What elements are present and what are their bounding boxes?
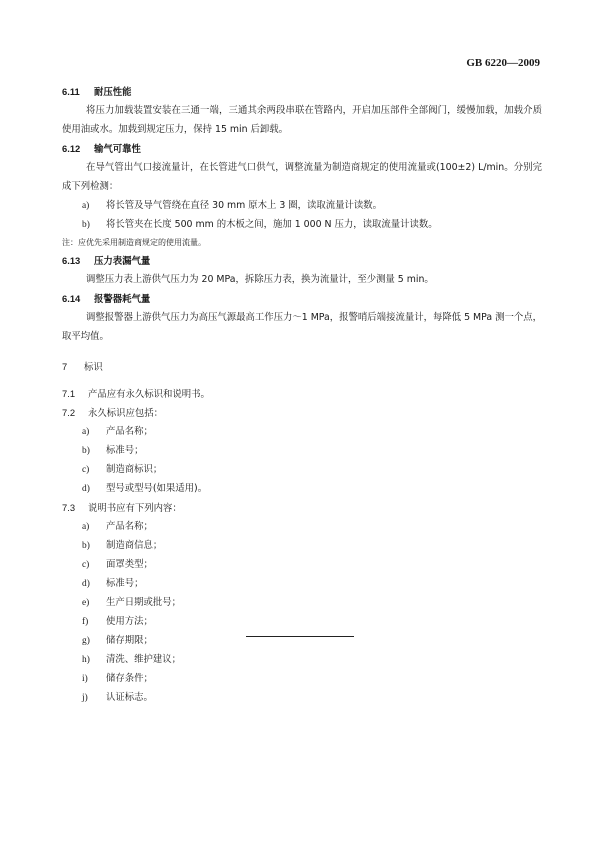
list-item-text: 将长管夹在长度 500 mm 的木板之间，施加 1 000 N 压力，读取流量计读数。: [106, 219, 438, 230]
list-item-label: e): [82, 598, 90, 608]
list-item: [62, 479, 542, 498]
list-item-label: b): [82, 446, 90, 456]
standard-number: GB 6220—2009: [466, 57, 540, 69]
list-item-label: d): [82, 484, 90, 494]
list-item-label: a): [82, 522, 90, 532]
list-item-text: 储存条件；: [106, 673, 153, 684]
clause: [62, 403, 542, 422]
list-item-label: c): [82, 465, 90, 475]
list-item-label: g): [82, 636, 90, 646]
list-item-text: 型号或型号(如果适用)。: [106, 483, 208, 494]
list-item-label: c): [82, 560, 90, 570]
list-item-text: 标准号；: [106, 445, 144, 456]
clause-text: 产品应有永久标识和说明书。: [88, 389, 210, 400]
list-item-label: i): [82, 674, 88, 684]
section-number: 6.13: [62, 255, 81, 266]
end-of-document-rule: [246, 636, 354, 637]
list-item-label: f): [82, 617, 89, 627]
list-item-text: 认证标志。: [106, 692, 153, 703]
list-item: [62, 460, 542, 479]
list-item: [62, 215, 542, 234]
section-heading: [62, 82, 542, 101]
list-item-label: b): [82, 220, 90, 230]
list-item: [62, 422, 542, 441]
list-item: [62, 612, 542, 631]
section-number: 6.11: [62, 86, 80, 97]
section-title: 压力表漏气量: [94, 256, 151, 267]
list-item-text: 清洗、维护建议；: [106, 654, 182, 665]
list-item-text: 使用方法；: [106, 616, 153, 627]
list-item: [62, 593, 542, 612]
list-item-text: 将长管及导气管绕在直径 30 mm 原木上 3 圈，读取流量计读数。: [106, 200, 383, 211]
section-title: 报警器耗气量: [94, 294, 151, 305]
paragraph: 调整报警器上游供气压力为高压气源最高工作压力～1 MPa，报警哨后端接流量计，每降低 5 MPa 测一个点，取平均值。: [62, 312, 542, 342]
paragraph: 在导气管出气口接流量计，在长管进气口供气，调整流量为制造商规定的使用流量或(100±2) L/min。分别完成下列检测：: [62, 162, 542, 192]
clause: [62, 384, 542, 403]
list-item: [62, 669, 542, 688]
paragraph: 调整压力表上游供气压力为 20 MPa，拆除压力表，换为流量计，至少测量 5 min。: [86, 274, 434, 285]
clause-number: 7.2: [62, 407, 76, 418]
list-item: [62, 517, 542, 536]
section-title: 耐压性能: [94, 87, 132, 98]
list-item: [62, 555, 542, 574]
clause-text: 说明书应有下列内容：: [88, 503, 182, 514]
clause-number: 7.3: [62, 502, 76, 513]
clause-text: 永久标识应包括：: [88, 408, 164, 419]
list-item: [62, 574, 542, 593]
paragraph: 将压力加载装置安装在三通一端，三通其余两段串联在管路内，开启加压部件全部阀门，缓慢加载，加载介质使用油或水。加载到规定压力，保持 15 min 后卸载。: [62, 105, 542, 135]
section-heading: [62, 289, 542, 308]
list-item-label: b): [82, 541, 90, 551]
list-item-text: 储存期限；: [106, 635, 153, 646]
list-item: [62, 688, 542, 707]
section-heading: [62, 251, 542, 270]
clause-number: 7.1: [62, 388, 76, 399]
list-item-text: 面罩类型；: [106, 559, 153, 570]
section-number: 6.14: [62, 293, 81, 304]
list-item-text: 标准号；: [106, 578, 144, 589]
list-item-label: j): [82, 693, 88, 703]
note: 注：应优先采用制造商规定的使用流量。: [62, 238, 206, 247]
list-item-label: h): [82, 655, 90, 665]
list-item: [62, 536, 542, 555]
section-number: 6.12: [62, 143, 81, 154]
chapter-number: 7: [62, 361, 68, 372]
clause: [62, 498, 542, 517]
list-item-text: 产品名称；: [106, 426, 153, 437]
list-item: [62, 650, 542, 669]
list-item-text: 制造商标识；: [106, 464, 163, 475]
chapter-heading: [62, 356, 542, 378]
section-heading: [62, 139, 542, 158]
list-item-text: 产品名称；: [106, 521, 153, 532]
list-item-text: 生产日期或批号；: [106, 597, 182, 608]
list-item: [62, 441, 542, 460]
list-item-label: a): [82, 427, 90, 437]
chapter-title: 标识: [84, 362, 103, 373]
list-item-label: a): [82, 201, 90, 211]
list-item: [62, 196, 542, 215]
section-title: 输气可靠性: [94, 144, 141, 155]
list-item-text: 制造商信息；: [106, 540, 163, 551]
list-item: [62, 631, 542, 650]
page-content: [62, 82, 542, 707]
list-item-label: d): [82, 579, 90, 589]
